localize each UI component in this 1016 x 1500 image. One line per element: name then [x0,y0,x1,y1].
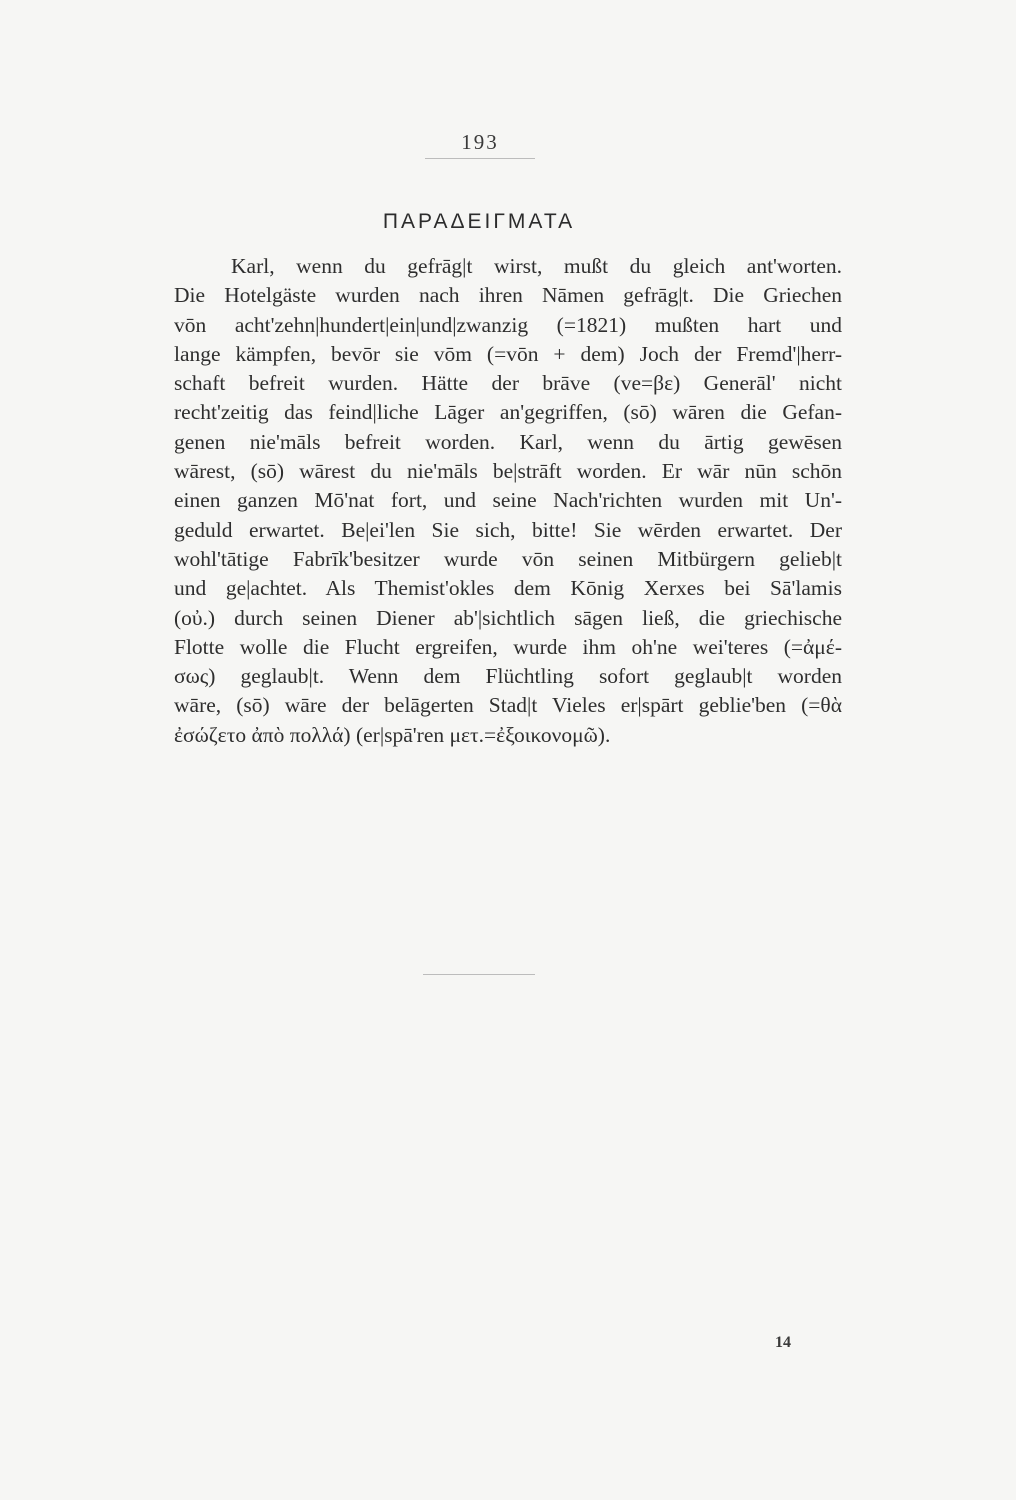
text-line: Flotte wolle die Flucht ergreifen, wurde ihm oh'ne wei'teres (=ἀμέ- [174,634,842,659]
body-text [174,252,842,750]
text-line: Karl, wenn du gefrāg|t wirst, mußt du gleich ant'worten. [231,254,842,278]
text-line: wārest, (sō) wārest du nie'māls be|strāft worden. Er wār nūn schōn [174,459,842,484]
text-line: und ge|achtet. Als Themist'okles dem Kōnig Xerxes bei Sā'lamis [174,576,842,601]
text-line: einen ganzen Mō'nat fort, und seine Nach'richten wurden mit Un'- [174,488,842,513]
text-line: vōn acht'zehn|hundert|ein|und|zwanzig (=1821) mußten hart und [174,312,842,337]
text-line: recht'zeitig das feind|liche Lāger an'gegriffen, (sō) wāren die Gefan- [174,400,842,425]
text-line: schaft befreit wurden. Hätte der brāve (ve=βε) Generāl' nicht [174,371,842,396]
text-line: geduld erwartet. Be|ei'len Sie sich, bitte! Sie wērden erwartet. Der [174,517,842,542]
text-line: wāre, (sō) wāre der belāgerten Stad|t Vieles er|spārt geblie'ben (=θὰ [174,693,842,718]
bottom-divider [423,974,535,975]
text-line: ἐσώζετο ἀπὸ πολλά) (er|spā'ren μετ.=ἐξοικονομῶ). [174,722,611,747]
text-line: Die Hotelgäste wurden nach ihren Nāmen gefrāg|t. Die Griechen [174,283,842,308]
text-line: lange kämpfen, bevōr sie vōm (=vōn + dem) Joch der Fremd'|herr- [174,341,842,366]
top-divider [425,158,535,159]
page-number: 193 [461,130,499,154]
text-line: (οὐ.) durch seinen Diener ab'|sichtlich sāgen ließ, die griechische [174,605,842,630]
text-line: genen nie'māls befreit worden. Karl, wenn du ārtig gewēsen [174,429,842,454]
sheet-number: 14 [775,1334,791,1351]
text-line: σως) geglaub|t. Wenn dem Flüchtling sofort geglaub|t worden [174,664,842,689]
section-heading: ΠΑΡΑΔΕΙΓΜΑΤΑ [382,210,576,233]
text-line: wohl'tātige Fabrīk'besitzer wurde vōn seinen Mitbürgern gelieb|t [174,546,842,571]
